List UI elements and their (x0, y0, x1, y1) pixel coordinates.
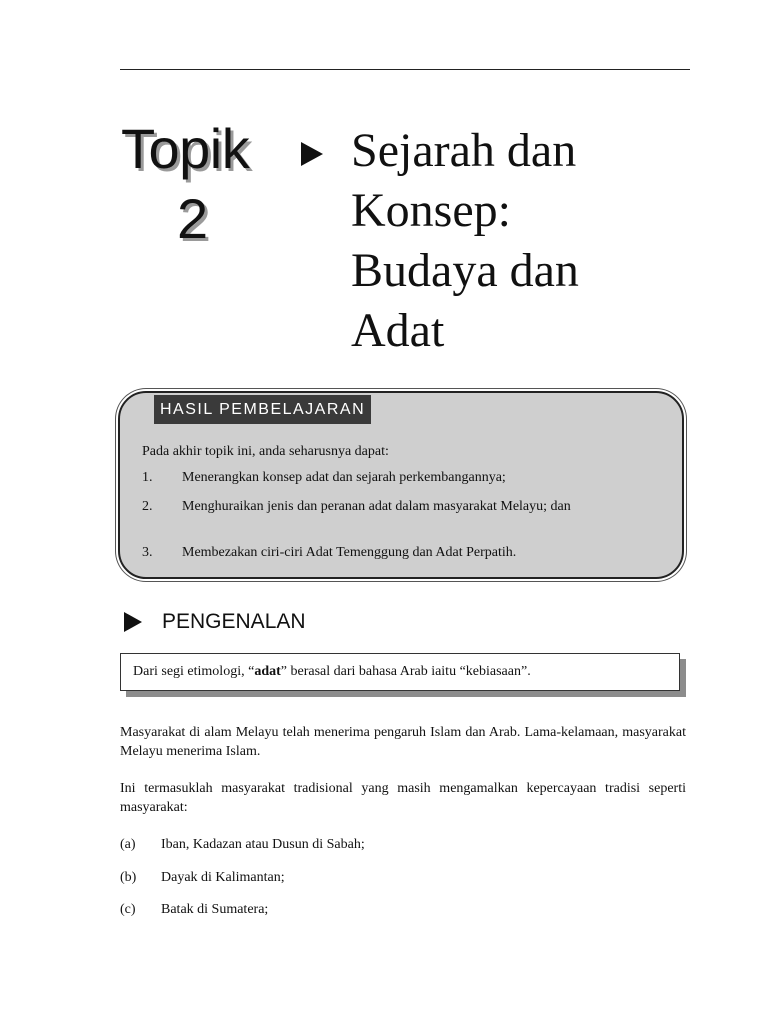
play-triangle-icon (123, 611, 143, 633)
definition-after: ” berasal dari bahasa Arab iaitu “kebiasaan”. (280, 664, 531, 679)
learning-outcomes-label: HASIL PEMBELAJARAN (154, 395, 371, 424)
list-text: Iban, Kadazan atau Dusun di Sabah; (161, 837, 365, 852)
header-rule (120, 69, 690, 70)
definition-before: Dari segi etimologi, “ (133, 664, 255, 679)
topic-number: 2 (177, 187, 209, 250)
list-label: (a) (120, 837, 136, 852)
topic-word: Topik (121, 117, 250, 180)
item-text: Membezakan ciri-ciri Adat Temenggung dan Adat Perpatih. (182, 545, 517, 560)
list-label: (c) (120, 902, 136, 917)
list-text: Dayak di Kalimantan; (161, 870, 285, 885)
definition-term: adat (254, 664, 281, 679)
item-text: Menerangkan konsep adat dan sejarah perkembangannya; (182, 470, 506, 485)
item-number: 2. (142, 499, 153, 514)
item-number: 3. (142, 545, 153, 560)
title-line: Sejarah dan (351, 124, 577, 177)
title-line: Konsep: (351, 184, 511, 237)
page-title (351, 121, 681, 361)
paragraph: Ini termasuklah masyarakat tradisional yang masih mengamalkan kepercayaan tradisi seperti masyarakat: (120, 781, 686, 815)
definition-box (120, 653, 680, 691)
play-triangle-icon (300, 141, 324, 167)
item-number: 1. (142, 470, 153, 485)
list-label: (b) (120, 870, 137, 885)
paragraph: Masyarakat di alam Melayu telah menerima pengaruh Islam dan Arab. Lama-kelamaan, masyarakat Melayu menerima Islam. (120, 725, 686, 759)
title-line: Budaya dan (351, 244, 579, 297)
list-text: Batak di Sumatera; (161, 902, 269, 917)
title-line: Adat (351, 304, 445, 357)
item-text: Menghuraikan jenis dan peranan adat dalam masyarakat Melayu; dan (182, 499, 571, 514)
definition-text (133, 663, 531, 681)
learning-outcomes-intro: Pada akhir topik ini, anda seharusnya dapat: (142, 444, 389, 459)
section-heading: PENGENALAN (162, 610, 306, 633)
